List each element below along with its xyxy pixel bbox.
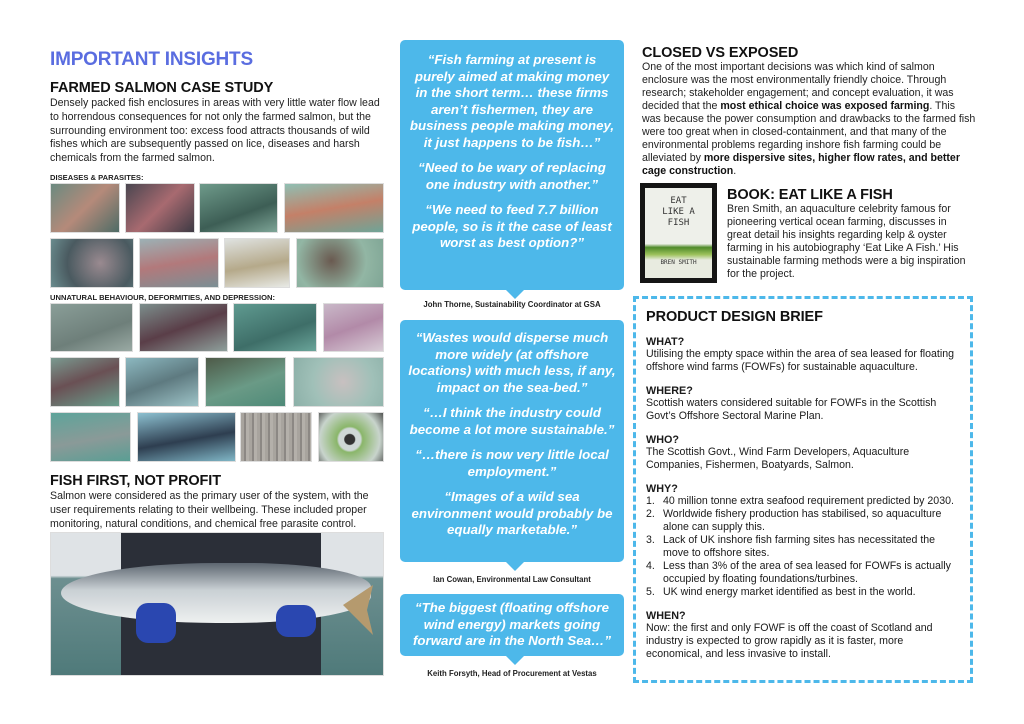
photo-salmon-skin <box>240 412 312 462</box>
photo-deformed-salmon <box>50 412 131 462</box>
brief-where-text: Scottish waters considered suitable for FOWFs in the Scottish Govt’s Offshore Sectoral Marine Plan. <box>646 397 937 422</box>
quote-text: “We need to feed 7.7 billion people, so is it the case of least worst as best option?” <box>412 202 612 250</box>
list-item: 2. Worldwide fishery production has stabilised, so aquaculture alone can supply this. <box>646 508 942 533</box>
photo-diseased-salmon <box>50 238 134 288</box>
photo-deformed-salmon <box>233 303 317 352</box>
quote-text: “…there is now very little local employment.” <box>415 447 609 479</box>
book-heading: BOOK: EAT LIKE A FISH <box>727 187 893 203</box>
quote-text: “Images of a wild sea environment would probably be equally marketable.” <box>411 489 613 537</box>
list-item: 1. 40 million tonne extra seafood requirement predicted by 2030. <box>646 495 954 507</box>
page-title: IMPORTANT INSIGHTS <box>50 49 253 70</box>
quote-attribution: Keith Forsyth, Head of Procurement at Vestas <box>427 669 597 678</box>
book-cover-author: BREN SMITH <box>660 259 697 266</box>
quote-bubble-ian-cowan <box>400 320 624 562</box>
quote-attribution: John Thorne, Sustainability Coordinator at GSA <box>423 300 601 309</box>
photo-deformed-salmon <box>125 357 199 407</box>
photo-diseased-salmon <box>224 238 290 288</box>
photo-deformed-salmon <box>139 303 228 352</box>
quote-text: “Fish farming at present is purely aimed at making money in the short term… these firms aren’t fishermen, they are business people making money, it just happens to be fish…” <box>409 52 615 150</box>
book-cover-title: EAT LIKE A FISH <box>662 196 695 228</box>
quote-text: “The biggest (floating offshore wind energy) markets going forward are in the North Sea…” <box>412 600 611 648</box>
closed-vs-exposed-heading: CLOSED VS EXPOSED <box>642 45 799 61</box>
photo-diseased-salmon <box>199 183 278 233</box>
list-item: 4. Less than 3% of the area of sea leased for FOWFs is actually occupied by floating foundations/turbines. <box>646 560 951 585</box>
book-text: Bren Smith, an aquaculture celebrity famous for pioneering vertical ocean farming, discusses in great detail his insights regarding kelp & oyster farming in his autobiography ‘Eat Like A Fish.’ His sustainable farming methods were a big inspiration for the project. <box>727 203 966 280</box>
brief-where-heading: WHERE? <box>646 385 693 397</box>
photo-deformed-salmon <box>50 357 120 407</box>
photo-salmon-held <box>50 532 384 676</box>
fish-first-heading: FISH FIRST, NOT PROFIT <box>50 473 221 489</box>
list-item: 3. Lack of UK inshore fish farming sites has necessitated the move to offshore sites. <box>646 534 936 559</box>
list-item: 5. UK wind energy market identified as best in the world. <box>646 586 916 598</box>
quote-bubble-keith-forsyth <box>400 594 624 656</box>
photo-deformed-salmon <box>323 303 384 352</box>
diseases-label: DISEASES & PARASITES: <box>50 173 144 182</box>
quote-text: “Wastes would disperse much more widely (at offshore locations) with much less, if any, impact on the sea-bed.” <box>408 330 616 395</box>
photo-diseased-salmon <box>125 183 195 233</box>
case-study-heading: FARMED SALMON CASE STUDY <box>50 80 274 96</box>
photo-diseased-salmon <box>296 238 384 288</box>
brief-when-heading: WHEN? <box>646 610 686 622</box>
photo-deformed-salmon <box>137 412 236 462</box>
brief-what-text: Utilising the empty space within the area of sea leased for floating offshore wind farms (FOWFs) for sustainable aquaculture. <box>646 348 954 373</box>
photo-diseased-salmon <box>50 183 120 233</box>
brief-heading: PRODUCT DESIGN BRIEF <box>646 309 823 325</box>
photo-deformed-salmon <box>293 357 384 407</box>
book-cover-image <box>640 183 717 283</box>
closed-vs-exposed-text: One of the most important decisions was which kind of salmon enclosure was the most environmentally friendly choice. Through research; stakeholder engagement; and concept evaluation, it was decided that the most ethical choice was exposed farming. This was because the power consumption and drawbacks to the farmed fish were too great when in closed-containment, and that many of the environmental problems regarding inshore fish farming could be alleviated by more dispersive sites, higher flow rates, and better cage construction. <box>642 61 976 177</box>
case-study-text: Densely packed fish enclosures in areas with very little water flow lead to horrendous consequences for not only the farmed salmon, but the surrounding environment too: excess food attracts thousands of wild fishes which are subsequently passed on lice, diseases and harsh chemicals from the farmed salmon. <box>50 97 380 165</box>
quote-bubble-john-thorne <box>400 40 624 290</box>
brief-why-list <box>646 495 960 599</box>
photo-diseased-salmon <box>139 238 219 288</box>
quote-attribution: Ian Cowan, Environmental Law Consultant <box>433 575 591 584</box>
photo-deformed-salmon <box>50 303 133 352</box>
brief-when-text: Now: the first and only FOWF is off the coast of Scotland and industry is expected to grow rapidly as it is faster, more economical, and less invasive to install. <box>646 622 933 660</box>
photo-diseased-salmon <box>284 183 384 233</box>
quote-text: “Need to be wary of replacing one industry with another.” <box>418 160 606 192</box>
brief-who-text: The Scottish Govt., Wind Farm Developers, Aquaculture Companies, Fishermen, Boatyards, Salmon. <box>646 446 910 471</box>
quote-text: “…I think the industry could become a lot more sustainable.” <box>409 405 615 437</box>
brief-why-heading: WHY? <box>646 483 678 495</box>
brief-what-heading: WHAT? <box>646 336 685 348</box>
brief-who-heading: WHO? <box>646 434 679 446</box>
product-design-brief <box>633 296 973 683</box>
behaviour-label: UNNATURAL BEHAVIOUR, DEFORMITIES, AND DEPRESSION: <box>50 293 276 302</box>
fish-first-text: Salmon were considered as the primary user of the system, with the user requirements relating to their wellbeing. These included proper monitoring, natural conditions, and chemical free parasite control. <box>50 490 369 530</box>
photo-deformed-salmon <box>205 357 286 407</box>
photo-salmon-eye <box>318 412 384 462</box>
